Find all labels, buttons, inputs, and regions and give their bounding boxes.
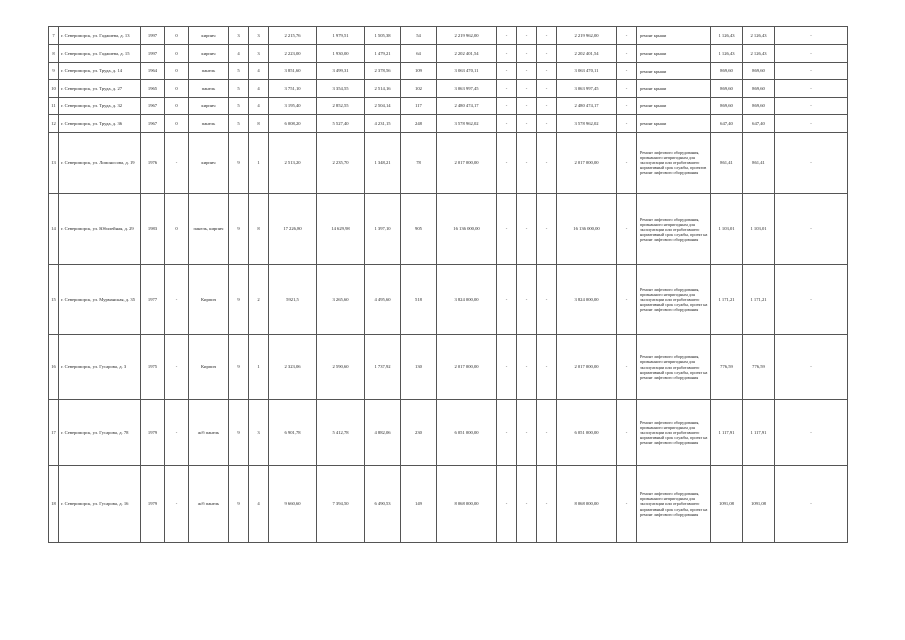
work-type-cell: Ремонт лифтового оборудования, признанного непригодным для эксплуатации или отработавшего нормативный срок службы, проект на ремонт лифтового оборудования [637, 334, 711, 400]
col-14-cell: - [537, 97, 557, 114]
col-13-cell: - [517, 334, 537, 400]
table-row [49, 115, 848, 132]
col-14-cell: - [537, 27, 557, 45]
table-row [49, 62, 848, 79]
col-14-cell: - [537, 115, 557, 132]
col-20-cell: - [775, 334, 848, 400]
entrances-cell: 4 [249, 97, 269, 114]
cost-total-cell: 2 017 000,00 [437, 132, 497, 194]
col-14-cell: - [537, 80, 557, 97]
work-type-cell: ремонт крыши [637, 27, 711, 45]
address-cell: г. Североморск, ул. Гаджиева, д. 15 [59, 45, 141, 62]
col-14-cell: - [537, 132, 557, 194]
col-14-cell: - [537, 466, 557, 543]
area-living-cell: 3 499,31 [317, 62, 365, 79]
cost-owners-cell: 3 063 997,45 [557, 80, 617, 97]
area-other-cell: 6 490,53 [365, 466, 401, 543]
col-20-cell: - [775, 400, 848, 466]
col-4-cell: - [165, 132, 189, 194]
price-unit-cell: 869,60 [711, 97, 743, 114]
price-unit-cell: 1091,08 [711, 466, 743, 543]
cost-total-cell: 16 136 000,00 [437, 194, 497, 265]
col-16-cell: - [617, 194, 637, 265]
floors-cell: 5 [229, 115, 249, 132]
area-other-cell: 1 479,21 [365, 45, 401, 62]
row-number-cell: 11 [49, 97, 59, 114]
table-row [49, 45, 848, 62]
wall-material-cell: панель, кирпич [189, 194, 229, 265]
housing-repair-table [48, 26, 848, 543]
area-living-cell: 1 979,51 [317, 27, 365, 45]
col-12-cell: - [497, 97, 517, 114]
residents-cell: 518 [401, 264, 437, 334]
price-unit-cell: 869,60 [711, 80, 743, 97]
col-20-cell: - [775, 62, 848, 79]
price-unit-cell: 647,40 [711, 115, 743, 132]
cost-total-cell: 6 051 000,00 [437, 400, 497, 466]
commission-year-cell: 1983 [141, 194, 165, 265]
area-living-cell: 5 412,78 [317, 400, 365, 466]
col-13-cell: - [517, 45, 537, 62]
address-cell: г. Североморск, ул. Гаджиева, д. 13 [59, 27, 141, 45]
entrances-cell: 4 [249, 466, 269, 543]
col-4-cell: 0 [165, 80, 189, 97]
area-total-cell: 2 215,76 [269, 27, 317, 45]
cost-owners-cell: 6 051 000,00 [557, 400, 617, 466]
work-type-cell: Ремонт лифтового оборудования, признанного непригодным для эксплуатации или отработавшего нормативный срок службы, проект на ремонт лифтового оборудования [637, 194, 711, 265]
table-row [49, 27, 848, 45]
price-unit-cell: 1 126,43 [711, 45, 743, 62]
col-12-cell: - [497, 400, 517, 466]
work-type-cell: Ремонт лифтового оборудования, признанного непригодным для эксплуатации или отработавшего нормативный срок службы, проект на ремонт лифтового оборудования [637, 264, 711, 334]
price-max-cell: 1 171,21 [743, 264, 775, 334]
address-cell: г. Североморск, ул. Труда, д. 14 [59, 62, 141, 79]
residents-cell: 64 [401, 45, 437, 62]
row-number-cell: 16 [49, 334, 59, 400]
table-row [49, 80, 848, 97]
price-unit-cell: 869,60 [711, 62, 743, 79]
area-other-cell: 2 378,56 [365, 62, 401, 79]
cost-total-cell: 3 063 997,45 [437, 80, 497, 97]
address-cell: г. Североморск, ул. Труда, д. 27 [59, 80, 141, 97]
work-type-cell: Ремонт лифтового оборудования, признанного непригодным для эксплуатации или отработавшего нормативный срок службы, проект на ремонт лифтового оборудования [637, 466, 711, 543]
floors-cell: 9 [229, 466, 249, 543]
residents-cell: 149 [401, 466, 437, 543]
table-row [49, 132, 848, 194]
residents-cell: 117 [401, 97, 437, 114]
cost-total-cell: 2 219 962,00 [437, 27, 497, 45]
col-12-cell: - [497, 115, 517, 132]
col-4-cell: - [165, 400, 189, 466]
wall-material-cell: панель [189, 62, 229, 79]
area-total-cell: 5921,5 [269, 264, 317, 334]
row-number-cell: 8 [49, 45, 59, 62]
area-total-cell: 3 195,40 [269, 97, 317, 114]
col-16-cell: - [617, 45, 637, 62]
col-16-cell: - [617, 97, 637, 114]
floors-cell: 5 [229, 97, 249, 114]
price-max-cell: 861,41 [743, 132, 775, 194]
address-cell: г. Североморск, ул. Гусарова, д. 16 [59, 466, 141, 543]
address-cell: г. Североморск, ул. Гусарова, д. 78 [59, 400, 141, 466]
price-max-cell: 1 103,01 [743, 194, 775, 265]
col-4-cell: 0 [165, 27, 189, 45]
col-16-cell: - [617, 334, 637, 400]
cost-total-cell: 3 578 962,02 [437, 115, 497, 132]
commission-year-cell: 1979 [141, 466, 165, 543]
price-unit-cell: 776,59 [711, 334, 743, 400]
wall-material-cell: кирпич [189, 132, 229, 194]
col-12-cell: - [497, 45, 517, 62]
wall-material-cell: Кирпич [189, 334, 229, 400]
price-unit-cell: 861,41 [711, 132, 743, 194]
wall-material-cell: кирпич [189, 97, 229, 114]
commission-year-cell: 1979 [141, 400, 165, 466]
entrances-cell: 8 [249, 194, 269, 265]
address-cell: г. Североморск, ул. Мурманская, д. 35 [59, 264, 141, 334]
col-13-cell: - [517, 27, 537, 45]
col-4-cell: - [165, 334, 189, 400]
col-12-cell: - [497, 466, 517, 543]
col-20-cell: - [775, 27, 848, 45]
wall-material-cell: кирпич [189, 27, 229, 45]
commission-year-cell: 1976 [141, 132, 165, 194]
col-13-cell: - [517, 466, 537, 543]
cost-owners-cell: 2 202 401,54 [557, 45, 617, 62]
residents-cell: 248 [401, 115, 437, 132]
price-unit-cell: 1 117,91 [711, 400, 743, 466]
col-12-cell: - [497, 264, 517, 334]
entrances-cell: 3 [249, 27, 269, 45]
cost-owners-cell: 3 063 470,11 [557, 62, 617, 79]
row-number-cell: 15 [49, 264, 59, 334]
floors-cell: 9 [229, 264, 249, 334]
col-16-cell: - [617, 80, 637, 97]
address-cell: г. Североморск, ул. Труда, д. 36 [59, 115, 141, 132]
row-number-cell: 18 [49, 466, 59, 543]
col-20-cell: - [775, 115, 848, 132]
commission-year-cell: 1997 [141, 45, 165, 62]
col-12-cell: - [497, 194, 517, 265]
cost-owners-cell: 16 136 000,00 [557, 194, 617, 265]
address-cell: г. Североморск, ул. Ломоносова, д. 19 [59, 132, 141, 194]
table-row [49, 334, 848, 400]
price-max-cell: 869,60 [743, 80, 775, 97]
commission-year-cell: 1975 [141, 334, 165, 400]
price-max-cell: 647,40 [743, 115, 775, 132]
cost-total-cell: 3 824 000,00 [437, 264, 497, 334]
area-living-cell: 7 394,50 [317, 466, 365, 543]
col-12-cell: - [497, 334, 517, 400]
row-number-cell: 7 [49, 27, 59, 45]
row-number-cell: 9 [49, 62, 59, 79]
address-cell: г. Североморск, ул. Гусарова, д. 3 [59, 334, 141, 400]
cost-total-cell: 2 480 474,17 [437, 97, 497, 114]
table-row [49, 97, 848, 114]
cost-owners-cell: 3 824 000,00 [557, 264, 617, 334]
col-16-cell: - [617, 115, 637, 132]
area-other-cell: 4 231,15 [365, 115, 401, 132]
entrances-cell: 2 [249, 264, 269, 334]
row-number-cell: 17 [49, 400, 59, 466]
cost-owners-cell: 8 068 000,00 [557, 466, 617, 543]
entrances-cell: 3 [249, 400, 269, 466]
col-12-cell: - [497, 80, 517, 97]
col-14-cell: - [537, 62, 557, 79]
address-cell: г. Североморск, ул. Труда, д. 32 [59, 97, 141, 114]
work-type-cell: Ремонт лифтового оборудования, признанного непригодным для эксплуатации или отработавшего нормативный срок службы, проектов ремонт лифтового оборудования [637, 132, 711, 194]
work-type-cell: ремонт крыши [637, 115, 711, 132]
col-20-cell: - [775, 132, 848, 194]
table-row [49, 194, 848, 265]
entrances-cell: 4 [249, 80, 269, 97]
col-20-cell: - [775, 466, 848, 543]
table-row [49, 466, 848, 543]
area-total-cell: 6 901,78 [269, 400, 317, 466]
area-total-cell: 3 751,10 [269, 80, 317, 97]
col-4-cell: 0 [165, 194, 189, 265]
commission-year-cell: 1964 [141, 62, 165, 79]
work-type-cell: ремонт крыши [637, 97, 711, 114]
col-20-cell: - [775, 194, 848, 265]
col-4-cell: - [165, 466, 189, 543]
work-type-cell: Ремонт лифтового оборудования, признанного непригодным для эксплуатации или отработавшего нормативный срок службы, проект на ремонт лифтового оборудования [637, 400, 711, 466]
col-4-cell: 0 [165, 45, 189, 62]
col-12-cell: - [497, 62, 517, 79]
col-13-cell: - [517, 400, 537, 466]
cost-total-cell: 3 063 470,11 [437, 62, 497, 79]
area-total-cell: 2 223,00 [269, 45, 317, 62]
residents-cell: 78 [401, 132, 437, 194]
wall-material-cell: панель [189, 115, 229, 132]
row-number-cell: 14 [49, 194, 59, 265]
area-total-cell: 2 323,06 [269, 334, 317, 400]
col-13-cell: - [517, 194, 537, 265]
cost-owners-cell: 2 480 474,17 [557, 97, 617, 114]
wall-material-cell: кирпич [189, 45, 229, 62]
col-14-cell: - [537, 45, 557, 62]
price-max-cell: 776,59 [743, 334, 775, 400]
cost-owners-cell: 2 219 962,00 [557, 27, 617, 45]
price-max-cell: 1091,08 [743, 466, 775, 543]
residents-cell: 102 [401, 80, 437, 97]
floors-cell: 3 [229, 27, 249, 45]
floors-cell: 9 [229, 400, 249, 466]
row-number-cell: 12 [49, 115, 59, 132]
area-living-cell: 2 590,60 [317, 334, 365, 400]
price-max-cell: 869,60 [743, 62, 775, 79]
area-living-cell: 3 354,55 [317, 80, 365, 97]
address-cell: г. Североморск, ул. Юбилейная, д. 29 [59, 194, 141, 265]
residents-cell: 130 [401, 334, 437, 400]
cost-owners-cell: 2 017 000,00 [557, 132, 617, 194]
area-other-cell: 2 504,14 [365, 97, 401, 114]
wall-material-cell: панель [189, 80, 229, 97]
commission-year-cell: 1977 [141, 264, 165, 334]
price-max-cell: 2 126,43 [743, 27, 775, 45]
wall-material-cell: Кирпич [189, 264, 229, 334]
area-other-cell: 1 397,10 [365, 194, 401, 265]
residents-cell: 54 [401, 27, 437, 45]
cost-total-cell: 2 202 401,54 [437, 45, 497, 62]
area-total-cell: 17 226,80 [269, 194, 317, 265]
col-16-cell: - [617, 132, 637, 194]
table-row [49, 264, 848, 334]
col-14-cell: - [537, 264, 557, 334]
floors-cell: 5 [229, 62, 249, 79]
col-16-cell: - [617, 466, 637, 543]
col-16-cell: - [617, 264, 637, 334]
area-total-cell: 2 513,20 [269, 132, 317, 194]
cost-owners-cell: 3 578 962,02 [557, 115, 617, 132]
col-13-cell: - [517, 264, 537, 334]
col-13-cell: - [517, 62, 537, 79]
work-type-cell: ремонт крыши [637, 80, 711, 97]
col-20-cell: - [775, 45, 848, 62]
cost-owners-cell: 2 017 000,00 [557, 334, 617, 400]
area-living-cell: 3 265,60 [317, 264, 365, 334]
col-4-cell: 0 [165, 115, 189, 132]
entrances-cell: 3 [249, 45, 269, 62]
residents-cell: 905 [401, 194, 437, 265]
price-unit-cell: 1 103,01 [711, 194, 743, 265]
commission-year-cell: 1967 [141, 115, 165, 132]
col-16-cell: - [617, 400, 637, 466]
col-14-cell: - [537, 334, 557, 400]
area-total-cell: 3 851,60 [269, 62, 317, 79]
entrances-cell: 1 [249, 334, 269, 400]
floors-cell: 9 [229, 334, 249, 400]
col-16-cell: - [617, 27, 637, 45]
price-unit-cell: 1 171,21 [711, 264, 743, 334]
area-living-cell: 2 852,55 [317, 97, 365, 114]
col-13-cell: - [517, 80, 537, 97]
area-total-cell: 9 660,60 [269, 466, 317, 543]
area-other-cell: 4 495,60 [365, 264, 401, 334]
entrances-cell: 4 [249, 62, 269, 79]
col-4-cell: 0 [165, 62, 189, 79]
floors-cell: 5 [229, 80, 249, 97]
price-unit-cell: 1 126,43 [711, 27, 743, 45]
col-20-cell: - [775, 97, 848, 114]
col-13-cell: - [517, 97, 537, 114]
col-4-cell: 0 [165, 97, 189, 114]
area-living-cell: 1 930,00 [317, 45, 365, 62]
floors-cell: 4 [229, 45, 249, 62]
wall-material-cell: ж/б панель [189, 466, 229, 543]
col-12-cell: - [497, 27, 517, 45]
area-other-cell: 1 505,38 [365, 27, 401, 45]
work-type-cell: ремонт крыши [637, 45, 711, 62]
area-living-cell: 5 527,40 [317, 115, 365, 132]
area-other-cell: 4 882,06 [365, 400, 401, 466]
price-max-cell: 869,60 [743, 97, 775, 114]
area-living-cell: 2 235,70 [317, 132, 365, 194]
commission-year-cell: 1967 [141, 97, 165, 114]
residents-cell: 230 [401, 400, 437, 466]
floors-cell: 9 [229, 194, 249, 265]
col-4-cell: - [165, 264, 189, 334]
cost-total-cell: 2 017 000,00 [437, 334, 497, 400]
commission-year-cell: 1965 [141, 80, 165, 97]
price-max-cell: 1 117,91 [743, 400, 775, 466]
commission-year-cell: 1997 [141, 27, 165, 45]
wall-material-cell: ж/б панель [189, 400, 229, 466]
area-other-cell: 1 348,21 [365, 132, 401, 194]
col-20-cell: - [775, 80, 848, 97]
col-13-cell: - [517, 132, 537, 194]
area-total-cell: 6 008,20 [269, 115, 317, 132]
area-living-cell: 14 629,98 [317, 194, 365, 265]
price-max-cell: 2 126,43 [743, 45, 775, 62]
col-14-cell: - [537, 400, 557, 466]
col-16-cell: - [617, 62, 637, 79]
col-13-cell: - [517, 115, 537, 132]
table-row [49, 400, 848, 466]
area-other-cell: 2 514,16 [365, 80, 401, 97]
entrances-cell: 8 [249, 115, 269, 132]
floors-cell: 9 [229, 132, 249, 194]
col-12-cell: - [497, 132, 517, 194]
cost-total-cell: 8 068 000,00 [437, 466, 497, 543]
entrances-cell: 1 [249, 132, 269, 194]
row-number-cell: 13 [49, 132, 59, 194]
area-other-cell: 1 737,92 [365, 334, 401, 400]
col-20-cell: - [775, 264, 848, 334]
col-14-cell: - [537, 194, 557, 265]
row-number-cell: 10 [49, 80, 59, 97]
work-type-cell: ремонт крыши [637, 62, 711, 79]
residents-cell: 109 [401, 62, 437, 79]
